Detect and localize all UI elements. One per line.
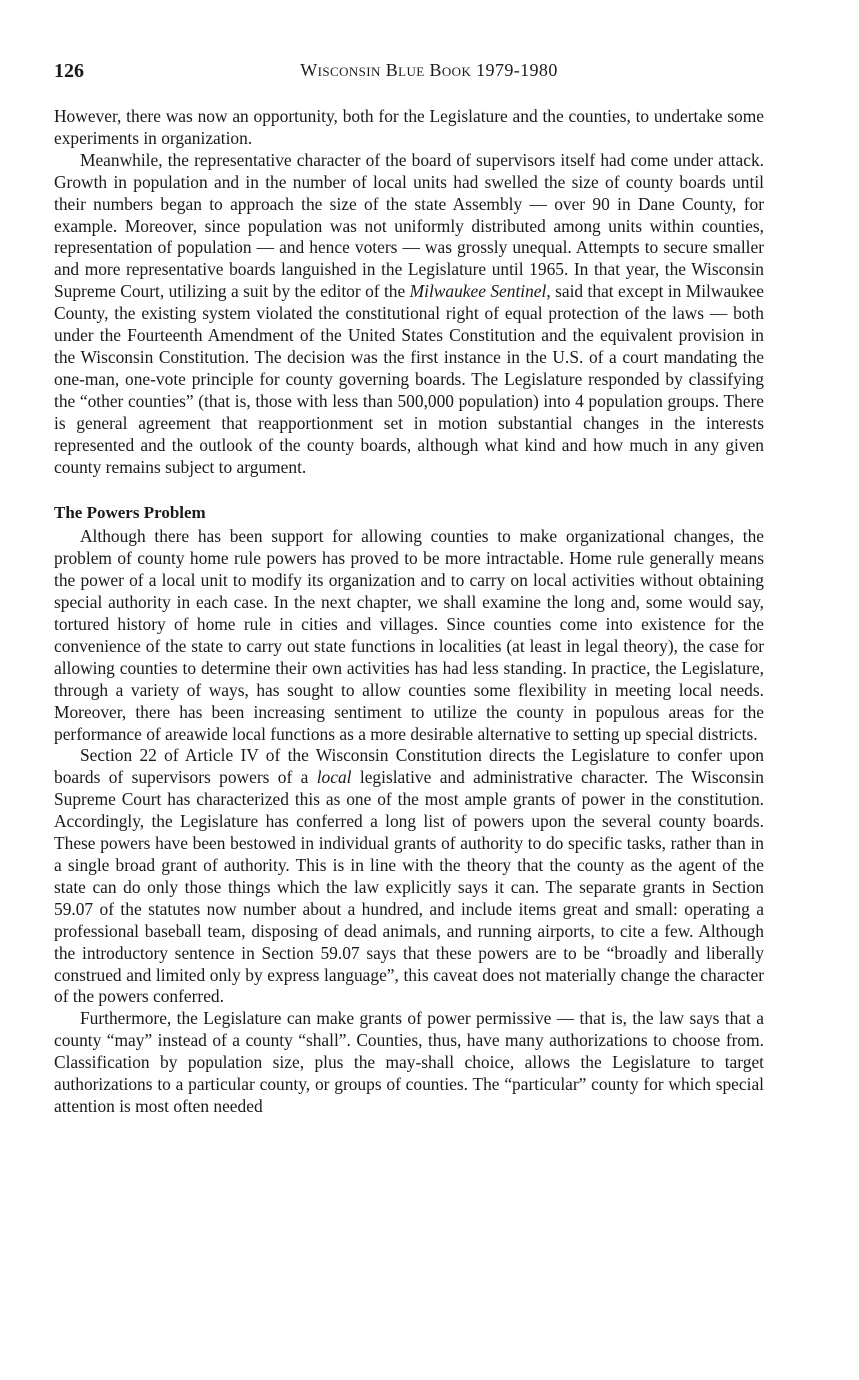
paragraph-4-text-b: legislative and administrative character. The Wisconsin Supreme Court has characterized this as one of the most ample grants of power in the constitution. Accordingly, the Legislature has conferred a long list of powers upon the several county boards. These powers have been bestowed in individual grants of authority to do specific tasks, rather than in a single broad grant of authority. This is in line with the theory that the county as the agent of the state can do only those things which the law explicitly says it can. The separate grants in Section 59.07 of the statutes now number about a hundred, and include items great and small: operating a professional baseball team, disposing of dead animals, and running airports, to cite a few. Although the introductory sentence in Section 59.07 says that these powers are to be “broadly and liberally construed and limited only by express language”, this caveat does not materially change the character of the powers conferred. (54, 767, 764, 1007)
book-title: Wisconsin Blue Book 1979-1980 (300, 60, 558, 80)
paragraph-4-text-a: Section 22 of Article IV of the Wisconsin Constitution directs the Legislature to confer upon boards of supervisors powers of a (54, 745, 764, 788)
newspaper-title: Milwaukee Sentinel (409, 281, 547, 302)
running-head (54, 60, 764, 88)
document-page (54, 60, 764, 1118)
paragraph-5: Furthermore, the Legislature can make grants of power permissive — that is, the law says that a county “may” instead of a county “shall”. Counties, thus, have many authorizations to choose from. Classification by population size, plus the may-shall choice, allows the Legislature to target authorizations to a particular county, or groups of counties. The “particular” county for which special attention is most often needed (54, 1008, 764, 1116)
section-heading: The Powers Problem (54, 503, 206, 523)
paragraph-2-text-a: Meanwhile, the representative character of the board of supervisors itself had come under attack. Growth in population and in the number of local units had swelled the size of county boards until their numbers began to approach the size of the state Assembly — over 90 in Dane County, for example. Moreover, since population was not uniformly distributed among units within counties, representation of population — and hence voters — was grossly unequal. Attempts to secure smaller and more representative boards languished in the Legislature until 1965. In that year, the Wisconsin Supreme Court, utilizing a suit by the editor of the (54, 149, 764, 302)
paragraph-1: However, there was now an opportunity, both for the Legislature and the counties, to undertake some experiments in organization. (54, 106, 764, 148)
page-number: 126 (54, 60, 84, 82)
paragraph-4 (54, 745, 764, 1008)
paragraph-2-text-b: , said that except in Milwaukee County, the existing system violated the constitutional right of equal protection of the laws — both under the Fourteenth Amendment of the United States Constitution and the equivalent provision in the Wisconsin Constitution. The decision was the first instance in the U.S. of a court mandating the one-man, one-vote principle for county governing boards. The Legislature responded by classifying the “other counties” (that is, those with less than 500,000 population) into 4 population groups. There is general agreement that reapportionment set in motion substantial changes in the interests represented and the outlook of the county boards, although what kind and how much in any given county remains subject to argument. (54, 281, 764, 477)
paragraph-3: Although there has been support for allowing counties to make organizational changes, the problem of county home rule powers has proved to be more intractable. Home rule generally means the power of a local unit to modify its organization and to carry on local activities without obtaining special authority in each case. In the next chapter, we shall examine the long and, some would say, tortured history of home rule in cities and villages. Since counties come into existence for the convenience of the state to carry out state functions in localities (at least in legal theory), the case for allowing counties to determine their own activities has had less standing. In practice, the Legislature, through a variety of ways, has sought to allow counties some flexibility in meeting local needs. Moreover, there has been increasing sentiment to utilize the county in populous areas for the performance of areawide local functions as a more desirable alternative to setting up special districts. (54, 526, 764, 744)
paragraph-2 (54, 150, 764, 479)
local-emphasis: local (316, 767, 352, 788)
